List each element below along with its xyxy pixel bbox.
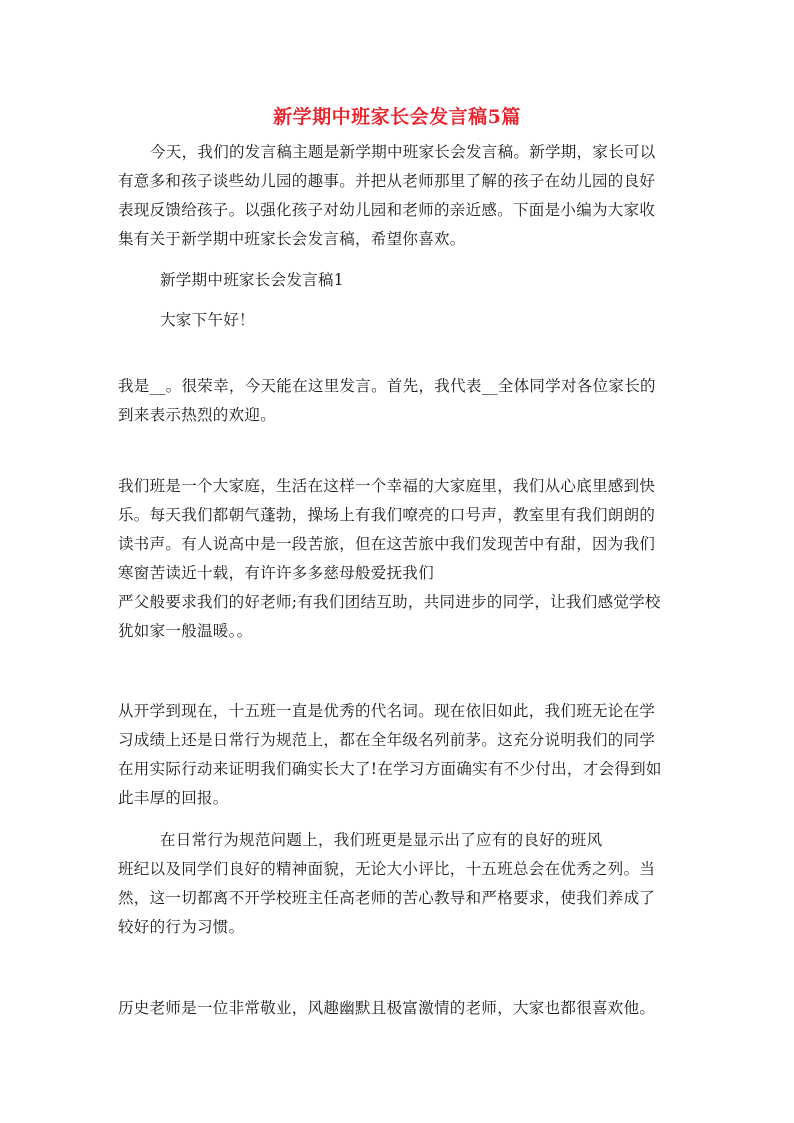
text-line: 我们班是一个大家庭，生活在这样一个幸福的大家庭里，我们从心底里感到快 bbox=[118, 477, 656, 495]
text-line: 较好的行为习惯。 bbox=[118, 918, 245, 936]
text-line: 集有关于新学期中班家长会发言稿，希望你喜欢。 bbox=[118, 230, 466, 248]
text-line: 犹如家一般温暖。。 bbox=[118, 622, 253, 640]
paragraph-2 bbox=[118, 472, 678, 646]
text-line: 从开学到现在，十五班一直是优秀的代名词。现在依旧如此，我们班无论在学 bbox=[118, 702, 656, 720]
greeting-text: 大家下午好！ bbox=[160, 311, 255, 329]
text-line: 习成绩上还是日常行为规范上，都在全年级名列前茅。这充分说明我们的同学 bbox=[118, 731, 656, 749]
greeting bbox=[118, 306, 678, 335]
intro-paragraph bbox=[118, 138, 678, 254]
paragraph-4 bbox=[118, 826, 678, 942]
text-line: 历史老师是一位非常敬业，风趣幽默且极富激情的老师，大家也都很喜欢他。 bbox=[118, 999, 656, 1017]
paragraph-5 bbox=[118, 994, 678, 1023]
text-line: 到来表示热烈的欢迎。 bbox=[118, 406, 277, 424]
text-line: 读书声。有人说高中是一段苦旅，但在这苦旅中我们发现苦中有甜，因为我们 bbox=[118, 535, 656, 553]
text-line: 我是__。很荣幸，今天能在这里发言。首先，我代表__全体同学对各位家长的 bbox=[118, 377, 656, 395]
text-line: 表现反馈给孩子。以强化孩子对幼儿园和老师的亲近感。下面是小编为大家收 bbox=[118, 201, 656, 219]
text-line: 寒窗苦读近十载，有许许多多慈母般爱抚我们 bbox=[118, 564, 435, 582]
text-line: 在日常行为规范问题上，我们班更是显示出了应有的良好的班风 bbox=[160, 831, 603, 849]
text-line: 班纪以及同学们良好的精神面貌，无论大小评比，十五班总会在优秀之列。当 bbox=[118, 860, 656, 878]
text-line: 此丰厚的回报。 bbox=[118, 789, 229, 807]
section-heading-text: 新学期中班家长会发言稿1 bbox=[160, 271, 344, 289]
paragraph-1 bbox=[118, 372, 678, 430]
text-line: 在用实际行动来证明我们确实长大了!在学习方面确实有不少付出，才会得到如 bbox=[118, 760, 662, 778]
section-heading bbox=[118, 266, 678, 295]
text-line: 今天，我们的发言稿主题是新学期中班家长会发言稿。新学期，家长可以 bbox=[150, 143, 656, 161]
text-line: 有意多和孩子谈些幼儿园的趣事。并把从老师那里了解的孩子在幼儿园的良好 bbox=[118, 172, 656, 190]
text-line: 乐。每天我们都朝气蓬勃，操场上有我们嘹亮的口号声，教室里有我们朗朗的 bbox=[118, 506, 656, 524]
text-line: 严父般要求我们的好老师;有我们团结互助，共同进步的同学，让我们感觉学校 bbox=[118, 593, 661, 611]
document-title: 新学期中班家长会发言稿5篇 bbox=[273, 106, 521, 128]
paragraph-3 bbox=[118, 697, 678, 813]
text-line: 然，这一切都离不开学校班主任高老师的苦心教导和严格要求，使我们养成了 bbox=[118, 889, 656, 907]
